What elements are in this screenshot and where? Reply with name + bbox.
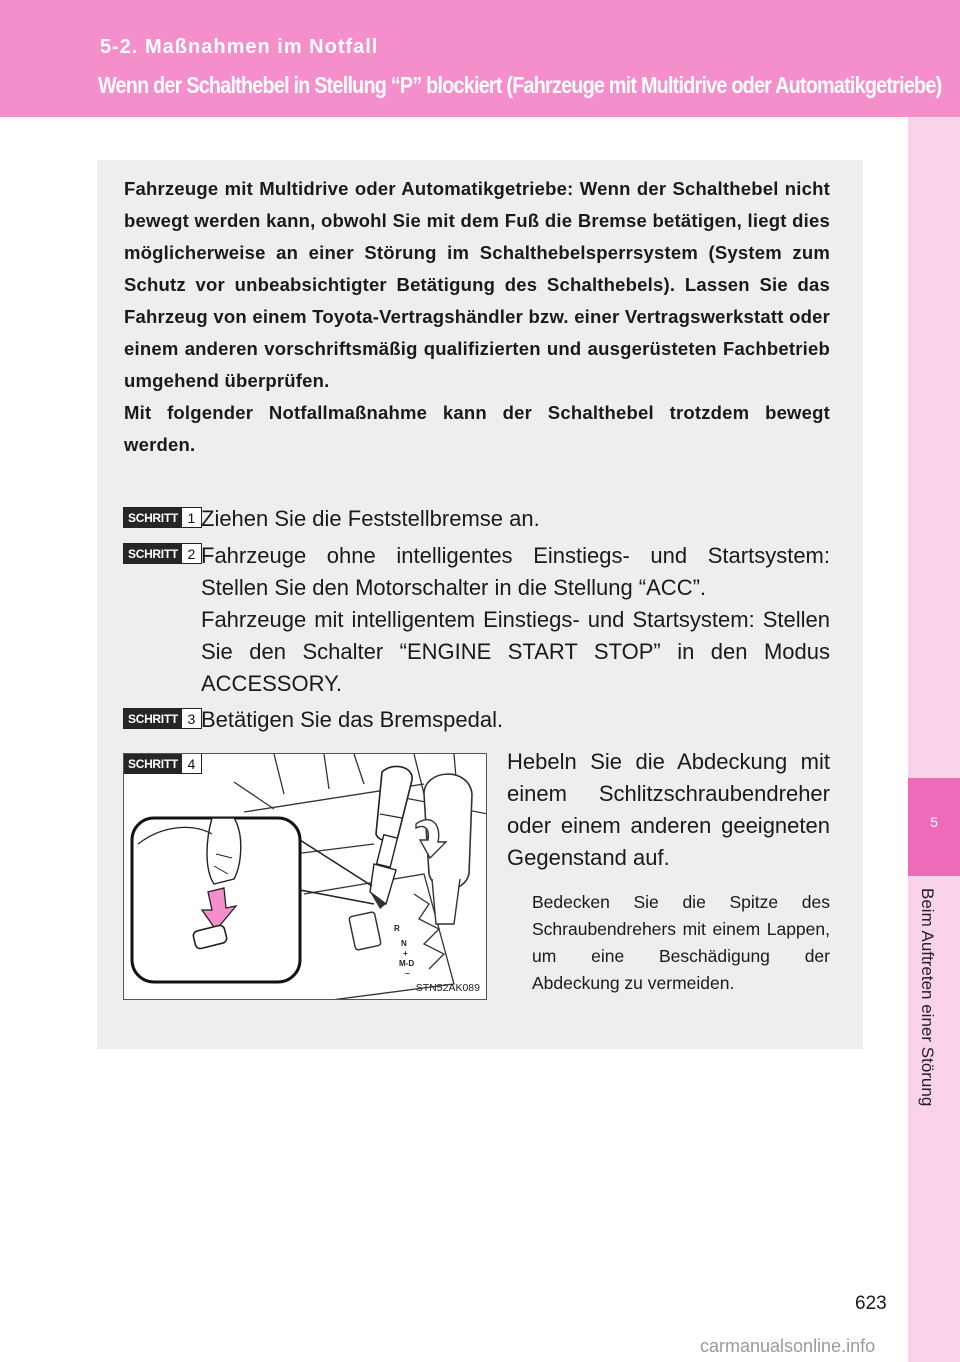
figure-code: STN52AK089 — [415, 982, 480, 994]
gear-label: N — [401, 939, 407, 948]
shift-lever-illustration — [123, 753, 487, 1000]
step-badge-3 — [123, 708, 202, 729]
gear-label: + — [403, 949, 408, 958]
step-badge-number: 2 — [187, 546, 196, 562]
step-1-text — [201, 503, 830, 535]
step-text-line: Betätigen Sie das Bremspedal. — [201, 707, 504, 732]
chapter-number: 5 — [930, 814, 938, 830]
step-badge-word: SCHRITT — [124, 544, 182, 563]
illustration-drawing — [124, 754, 487, 1000]
step-text-paragraph: Fahrzeuge ohne intelligentes Einstiegs- und Startsystem: Stellen Sie den Motorschalter in die Stellung “ACC”. — [201, 543, 830, 600]
step-badge-1 — [123, 507, 202, 528]
gear-label: R — [394, 924, 400, 933]
chapter-title: Beim Auftreten einer Störung — [918, 888, 937, 1107]
step-badge-word: SCHRITT — [124, 754, 182, 773]
intro-paragraph: Mit folgender Notfallmaßnahme kann der Schalthebel trotzdem bewegt werden. — [124, 402, 830, 455]
step-text-line: Ziehen Sie die Feststellbremse an. — [201, 506, 540, 531]
step-badge-2 — [123, 543, 202, 564]
step-4-text: Hebeln Sie die Abdeckung mit einem Schlitzschraubendreher oder einem anderen geeigneten Gegenstand auf. — [507, 749, 830, 870]
step-3-text — [201, 704, 830, 736]
side-strip — [908, 117, 960, 1362]
step-badge-number: 4 — [187, 756, 196, 772]
intro-text — [124, 173, 830, 461]
step-badge-4 — [123, 753, 202, 774]
gear-label: M-D — [399, 959, 415, 968]
gear-label: − — [405, 969, 410, 978]
step-4-note: Bedecken Sie die Spitze des Schraubendrehers mit einem Lappen, um eine Beschädigung der Abdeckung zu vermeiden. — [532, 892, 830, 993]
step-badge-number: 1 — [187, 510, 196, 526]
step-badge-word: SCHRITT — [124, 508, 182, 527]
page-title: Wenn der Schalthebel in Stellung “P” blockiert (Fahrzeuge mit Multidrive oder Automatikgetriebe) — [98, 72, 942, 98]
intro-paragraph: Fahrzeuge mit Multidrive oder Automatikgetriebe: Wenn der Schalthebel nicht bewegt werden kann, obwohl Sie mit dem Fuß die Bremse betätigen, liegt dies möglicherweise an einer Störung im Schalthebelsperrsystem (System zum Schutz vor unbeabsichtigter Betätigung des Schalthebels). Lassen Sie das Fahrzeug von einem Toyota-Vertragshändler bzw. einer Vertragswerkstatt oder einem anderen vorschriftsmäßig qualifizierten und ausgerüsteten Fachbetrieb umgehend überprüfen. — [124, 178, 830, 391]
step-2-text — [201, 540, 830, 700]
page-number: 623 — [855, 1293, 887, 1314]
step-badge-number: 3 — [187, 711, 196, 727]
step-badge-word: SCHRITT — [124, 709, 182, 728]
step-text-paragraph: Fahrzeuge mit intelligentem Einstiegs- und Startsystem: Stellen Sie den Schalter “ENGINE START STOP” in den Modus ACCESSORY. — [201, 607, 830, 696]
section-label: 5-2. Maßnahmen im Notfall — [100, 36, 379, 58]
watermark: carmanualsonline.info — [700, 1336, 876, 1356]
